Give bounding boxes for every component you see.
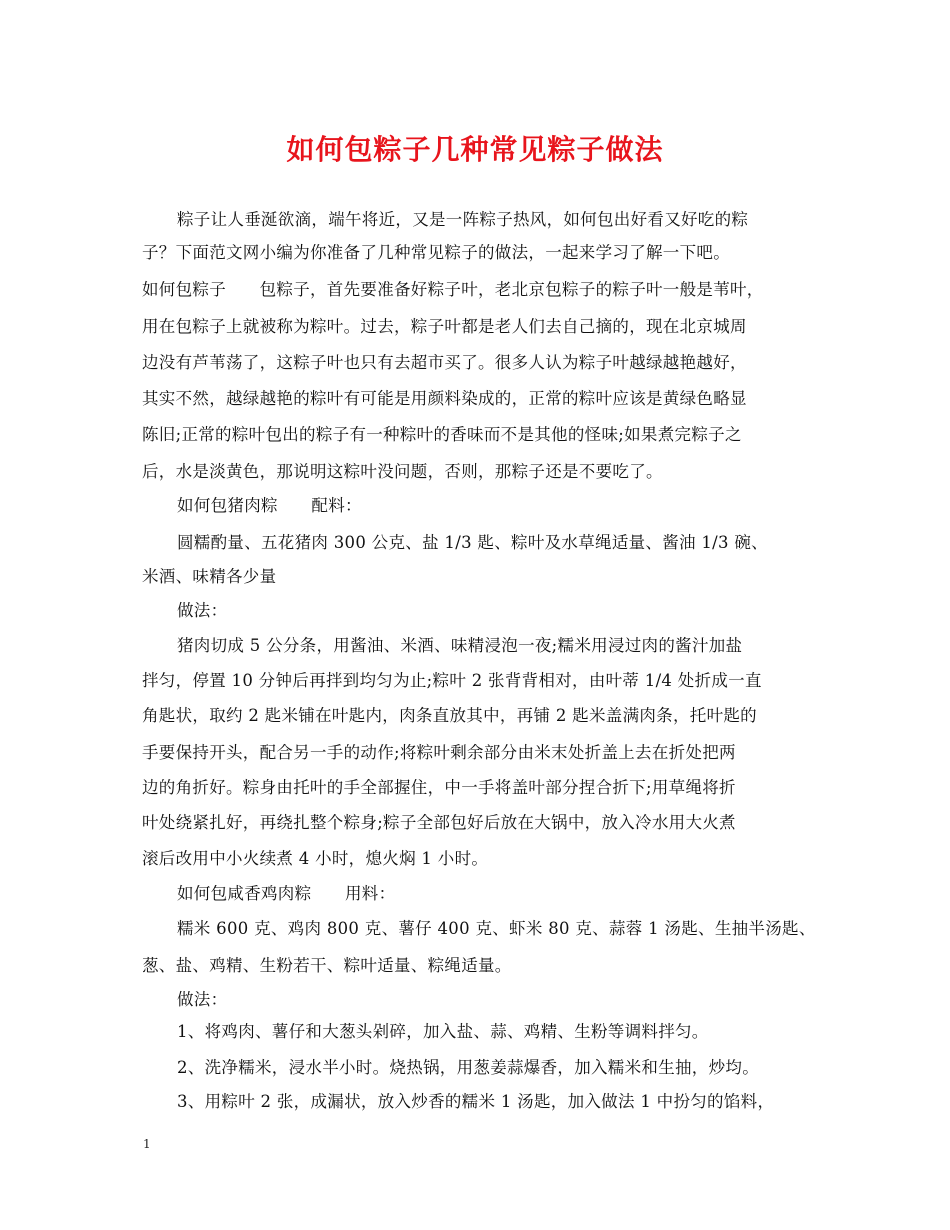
paragraph-line: 糯米 600 克、鸡肉 800 克、薯仔 400 克、虾米 80 克、蒜蓉 1 汤匙、生抽半汤匙、 [177,919,816,938]
list-item: 1、将鸡肉、薯仔和大葱头剁碎，加入盐、蒜、鸡精、生粉等调料拌匀。 [177,1022,709,1041]
document-title: 如何包粽子几种常见粽子做法 [286,133,664,166]
paragraph-line: 角匙状，取约 2 匙米铺在叶匙内，肉条直放其中，再铺 2 匙米盖满肉条，托叶匙的 [142,706,757,725]
paragraph-line: 陈旧;正常的粽叶包出的粽子有一种粽叶的香味而不是其他的怪味;如果煮完粽子之 [142,425,742,444]
paragraph-line: 猪肉切成 5 公分条，用酱油、米酒、味精浸泡一夜;糯米用浸过肉的酱汁加盐 [177,636,743,655]
list-item: 3、用粽叶 2 张，成漏状，放入炒香的糯米 1 汤匙，加入做法 1 中扮匀的馅料， [177,1092,775,1111]
paragraph-line: 后，水是淡黄色，那说明这粽叶没问题，否则，那粽子还是不要吃了。 [142,462,663,481]
paragraph-line: 滚后改用中小火续煮 4 小时，熄火焖 1 小时。 [142,849,489,868]
paragraph-line: 叶处绕紧扎好，再绕扎整个粽身;粽子全部包好后放在大锅中，放入冷水用大火煮 [142,813,736,832]
paragraph-line: 拌匀，停置 10 分钟后再拌到均匀为止;粽叶 2 张背背相对，由叶蒂 1/4 处折成一直 [142,671,762,690]
paragraph-line: 圆糯酌量、五花猪肉 300 公克、盐 1/3 匙、粽叶及水草绳适量、酱油 1/3 碗、 [177,533,768,552]
paragraph-line: 其实不然，越绿越艳的粽叶有可能是用颜料染成的，正常的粽叶应该是黄绿色略显 [142,389,747,408]
paragraph-line: 粽子让人垂涎欲滴，端午将近，又是一阵粽子热风，如何包出好看又好吃的粽 [177,210,749,229]
paragraph-line: 手要保持开头，配合另一手的动作;将粽叶剩余部分由米末处折盖上去在折处把两 [142,743,736,762]
paragraph-line: 边没有芦苇荡了，这粽子叶也只有去超市买了。很多人认为粽子叶越绿越艳越好， [142,353,747,372]
subheading: 做法： [177,990,228,1009]
paragraph-line: 如何包粽子 包粽子，首先要准备好粽子叶，老北京包粽子的粽子叶一般是苇叶， [142,280,764,299]
section-heading: 如何包猪肉粽 配料： [177,496,362,515]
paragraph-line: 边的角折好。粽身由托叶的手全部握住，中一手将盖叶部分捏合折下;用草绳将折 [142,778,736,797]
list-item: 2、洗净糯米，浸水半小时。烧热锅，用葱姜蒜爆香，加入糯米和生抽，炒均。 [177,1058,759,1077]
paragraph-line: 葱、盐、鸡精、生粉若干、粽叶适量、粽绳适量。 [142,956,512,975]
paragraph-line: 用在包粽子上就被称为粽叶。过去，粽子叶都是老人们去自己摘的，现在北京城周 [142,317,747,336]
page-number: 1 [143,1137,151,1151]
subheading: 做法： [177,601,228,620]
paragraph-line: 米酒、味精各少量 [142,567,277,586]
paragraph-line: 子？下面范文网小编为你准备了几种常见粽子的做法，一起来学习了解一下吧。 [142,243,730,262]
section-heading: 如何包咸香鸡肉粽 用料： [177,884,396,903]
